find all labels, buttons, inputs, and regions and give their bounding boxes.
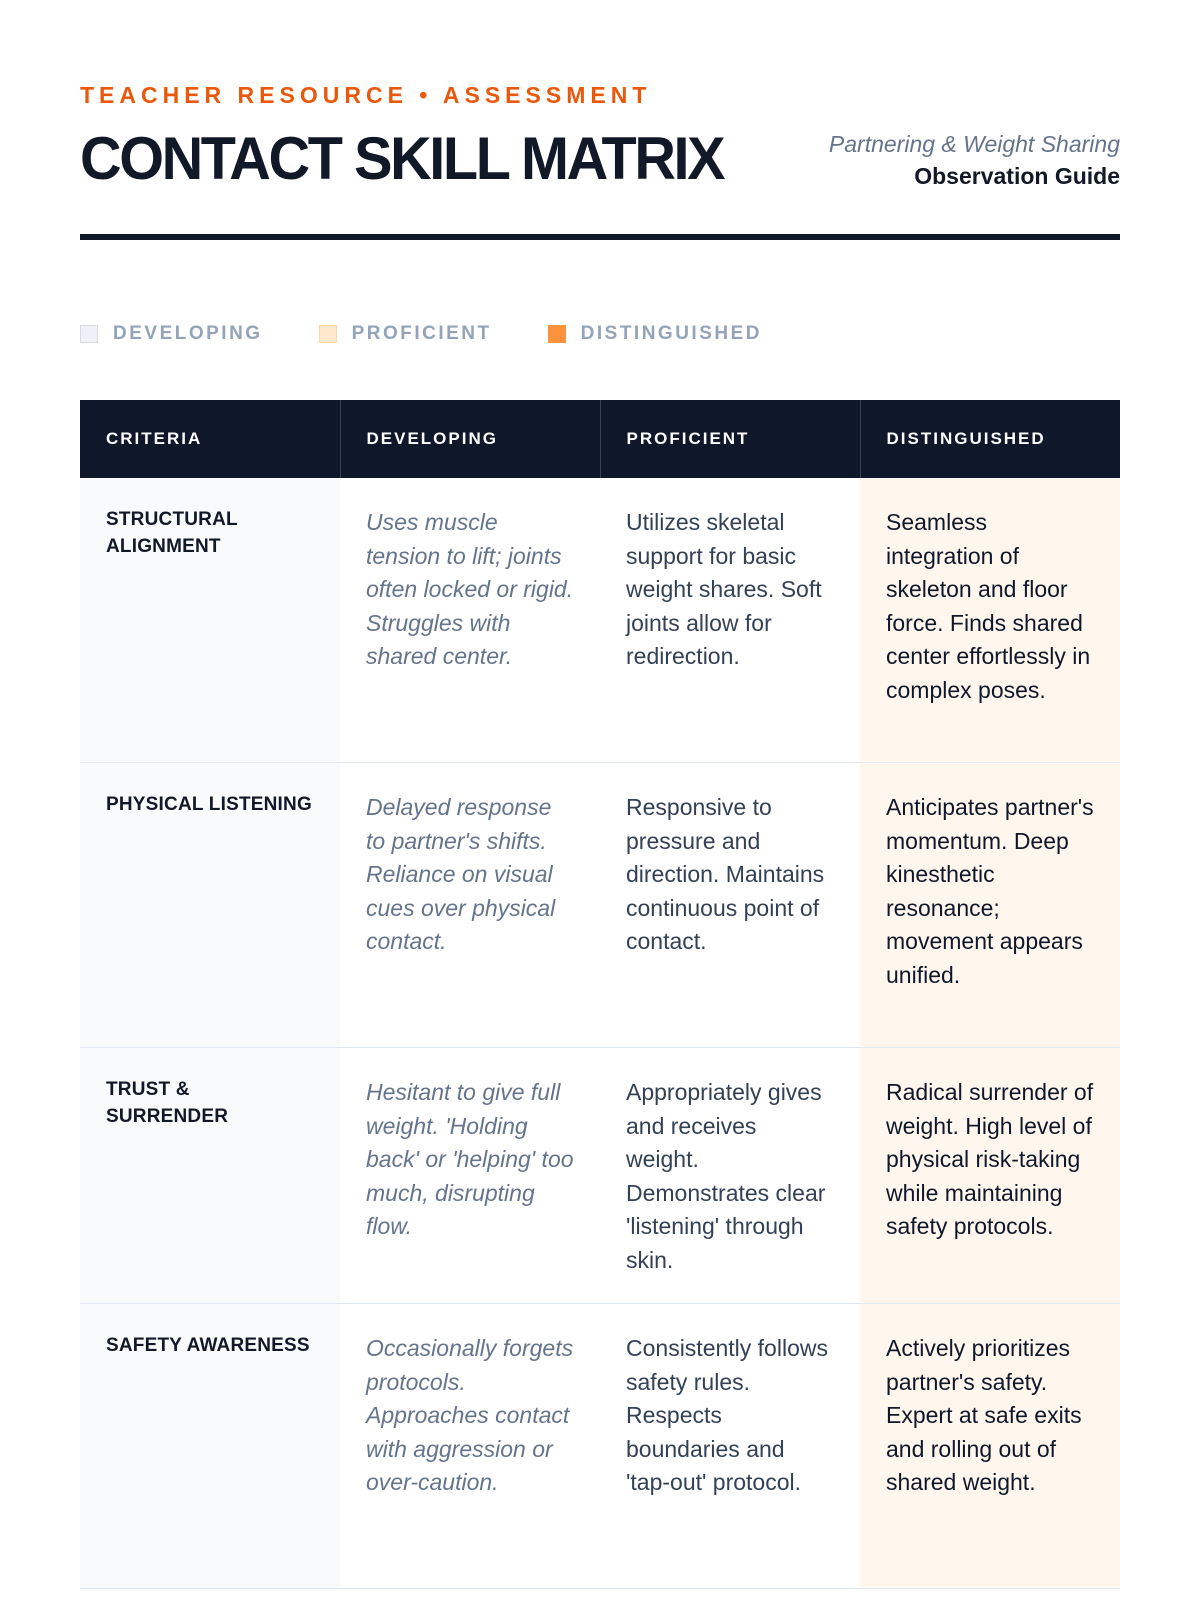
column-header-criteria: CRITERIA: [80, 400, 340, 478]
criteria-cell: SAFETY AWARENESS: [80, 1304, 340, 1589]
table-row: [80, 478, 1120, 763]
proficient-cell: Responsive to pressure and direction. Maintains continuous point of contact.: [600, 763, 860, 1048]
criteria-cell: STRUCTURAL ALIGNMENT: [80, 478, 340, 763]
developing-cell: Hesitant to give full weight. 'Holding back' or 'helping' too much, disrupting flow.: [340, 1048, 600, 1304]
distinguished-cell: Actively prioritizes partner's safety. Expert at safe exits and rolling out of shared weight.: [860, 1304, 1120, 1589]
eyebrow-label: TEACHER RESOURCE • ASSESSMENT: [80, 82, 652, 108]
legend-swatch-distinguished: [548, 325, 566, 343]
table-row: [80, 1304, 1120, 1589]
column-header-distinguished: DISTINGUISHED: [860, 400, 1120, 478]
criteria-cell: TRUST & SURRENDER: [80, 1048, 340, 1304]
legend-label-proficient: PROFICIENT: [351, 323, 492, 344]
legend-label-developing: DEVELOPING: [113, 323, 263, 344]
subtitle-guide: Observation Guide: [914, 163, 1120, 189]
legend-label-distinguished: DISTINGUISHED: [580, 323, 762, 344]
criteria-cell: PHYSICAL LISTENING: [80, 763, 340, 1048]
legend-swatch-proficient: [319, 325, 337, 343]
table-header-row: [80, 400, 1120, 478]
header-divider: [80, 234, 1120, 240]
legend: [80, 320, 818, 348]
distinguished-cell: Anticipates partner's momentum. Deep kinesthetic resonance; movement appears unified.: [860, 763, 1120, 1048]
subtitle-block: [829, 128, 1120, 192]
column-header-proficient: PROFICIENT: [600, 400, 860, 478]
proficient-cell: Consistently follows safety rules. Respects boundaries and 'tap-out' protocol.: [600, 1304, 860, 1589]
developing-cell: Uses muscle tension to lift; joints often locked or rigid. Struggles with shared center.: [340, 478, 600, 763]
subtitle-topic: Partnering & Weight Sharing: [828, 131, 1120, 157]
legend-item-proficient: [319, 323, 492, 345]
legend-item-developing: [80, 323, 263, 345]
developing-cell: Occasionally forgets protocols. Approaches contact with aggression or over-caution.: [340, 1304, 600, 1589]
page-title: CONTACT SKILL MATRIX: [80, 125, 724, 192]
skill-matrix-table: [80, 400, 1120, 1589]
column-header-developing: DEVELOPING: [340, 400, 600, 478]
proficient-cell: Utilizes skeletal support for basic weight shares. Soft joints allow for redirection.: [600, 478, 860, 763]
distinguished-cell: Seamless integration of skeleton and floor force. Finds shared center effortlessly in complex poses.: [860, 478, 1120, 763]
table-row: [80, 1048, 1120, 1304]
legend-item-distinguished: [548, 323, 762, 345]
proficient-cell: Appropriately gives and receives weight. Demonstrates clear 'listening' through skin.: [600, 1048, 860, 1304]
table-row: [80, 763, 1120, 1048]
legend-swatch-developing: [80, 325, 98, 343]
developing-cell: Delayed response to partner's shifts. Reliance on visual cues over physical contact.: [340, 763, 600, 1048]
distinguished-cell: Radical surrender of weight. High level of physical risk-taking while maintaining safety protocols.: [860, 1048, 1120, 1304]
